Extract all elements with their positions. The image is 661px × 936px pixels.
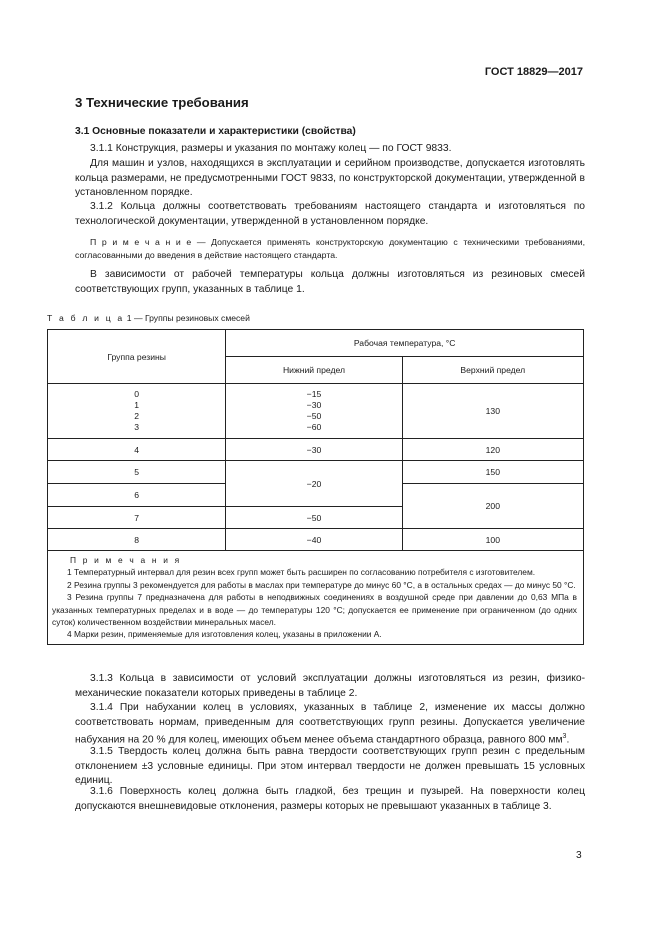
table-caption-label: Т а б л и ц а (47, 313, 125, 323)
upper-6-7: 200 (402, 484, 583, 529)
table-notes-title: П р и м е ч а н и я (70, 555, 182, 565)
group-8: 8 (48, 529, 226, 551)
table-notes (48, 551, 584, 645)
paragraph-3-1-4-end: . (566, 734, 570, 746)
lower-4: −30 (226, 439, 402, 461)
paragraph-3-1-2: 3.1.2 Кольца должны соответствовать требованиям настоящего стандарта и изготовляться по технологической документации, утвержденной в установленном порядке. (75, 201, 585, 227)
upper-0-3: 130 (402, 384, 583, 439)
note-1 (75, 236, 585, 263)
upper-4: 120 (402, 439, 583, 461)
lower-0: −15 (306, 389, 322, 400)
lower-3: −60 (306, 421, 322, 432)
table-caption (47, 313, 250, 323)
paragraph-3-1-5: 3.1.5 Твердость колец должна быть равна твердости соответствующих групп резин с предельным отклонением ±3 условные единицы. При этом интервал твердости не должен превышать 15 условных единиц. (75, 746, 585, 787)
header-lower-limit: Нижний предел (226, 357, 402, 384)
paragraph-3-1-1-b: Для машин и узлов, находящихся в эксплуатации и серийном производстве, допускается изготовлять кольца размерами, не предусмотренными ГОСТ 9833, по конструкторской документации, утвержденной в установленном порядке. (75, 158, 585, 199)
table-note-3: 3 Резина группы 7 предназначена для работы в неподвижных соединениях в воздушной среде при давлении до 0,63 МПа в указанных температурных пределах и в воде — до температуры 120 °С; допускается ее применение при ограниченном (до одних суток) количественном воздействии минеральных масел. (52, 592, 577, 628)
header-group: Группа резины (48, 330, 226, 384)
header-temperature: Рабочая температура, °С (226, 330, 584, 357)
subsection-title: 3.1 Основные показатели и характеристики (свойства) (75, 126, 356, 137)
group-4: 4 (48, 439, 226, 461)
group-5: 5 (48, 461, 226, 484)
lower-8: −40 (226, 529, 402, 551)
group-7: 7 (48, 507, 226, 529)
rubber-groups-table (47, 329, 584, 645)
group-2: 2 (134, 411, 140, 421)
paragraph-3-1-4-text: 3.1.4 При набухании колец в условиях, указанных в таблице 2, изменение их массы должно соответствовать нормам, приведенным для соответствующих групп резины. Допускается увеличение набухания на 20 % для колец, имеющих объем менее объема стандартного образца, равного 800 мм (75, 702, 585, 746)
section-title: 3 Технические требования (75, 95, 249, 110)
header-upper-limit: Верхний предел (402, 357, 583, 384)
cell-lower-0-3 (226, 384, 402, 439)
page-number: 3 (576, 850, 582, 861)
paragraph-3-1-1: 3.1.1 Конструкция, размеры и указания по монтажу колец — по ГОСТ 9833. (90, 143, 452, 154)
paragraph-3-1-4 (75, 701, 585, 748)
group-1: 1 (134, 400, 140, 411)
table-note-4: 4 Марки резин, применяемые для изготовления колец, указаны в приложении А. (67, 629, 382, 640)
superscript-3: 3 (562, 733, 567, 741)
upper-5: 150 (402, 461, 583, 484)
group-0: 0 (134, 389, 140, 400)
document-header: ГОСТ 18829—2017 (484, 66, 583, 78)
cell-groups-0-3 (48, 384, 226, 439)
paragraph-groups: В зависимости от рабочей температуры кольца должны изготовляться из резиновых смесей соответствующих групп, указанных в таблице 1. (75, 269, 585, 295)
paragraph-3-1-3: 3.1.3 Кольца в зависимости от условий эксплуатации должны изготовляться из резин, физико-механические показатели которых приведены в таблице 2. (75, 673, 585, 699)
lower-5-6: −20 (226, 461, 402, 507)
paragraph-3-1-6: 3.1.6 Поверхность колец должна быть гладкой, без трещин и пузырей. На поверхности колец допускаются внешневидовые отклонения, размеры которых не превышают указанных в таблице 3. (75, 786, 585, 812)
group-6: 6 (48, 484, 226, 507)
table-note-2: 2 Резина группы 3 рекомендуется для работы в маслах при температуре до минус 60 °С, а в остальных средах — до минус 50 °С. (67, 579, 576, 590)
lower-7: −50 (226, 507, 402, 529)
note-1-label: П р и м е ч а н и е (90, 237, 192, 247)
table-note-1: 1 Температурный интервал для резин всех групп может быть расширен по согласованию потребителя с изготовителем. (67, 567, 536, 578)
lower-1: −30 (306, 400, 322, 411)
table-caption-text: 1 — Группы резиновых смесей (124, 313, 250, 323)
lower-2: −50 (306, 411, 322, 421)
upper-8: 100 (402, 529, 583, 551)
note-1-text: — Допускается применять конструкторскую документацию с техническими требованиями, согласованными до введения в действие настоящего стандарта. (75, 237, 585, 261)
group-3: 3 (134, 421, 140, 432)
